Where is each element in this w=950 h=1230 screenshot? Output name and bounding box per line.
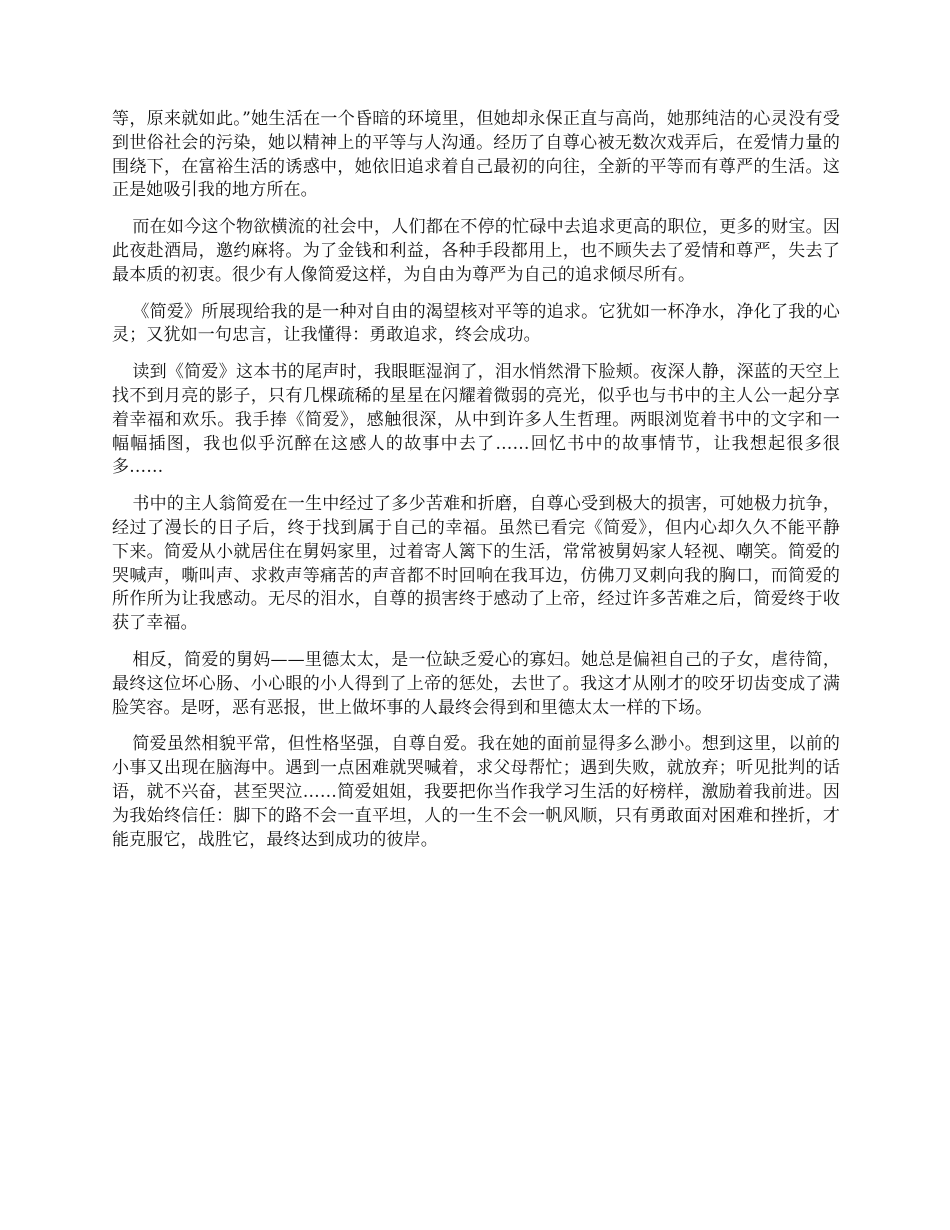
paragraph-3: 《简爱》所展现给我的是一种对自由的渴望核对平等的追求。它犹如一杯净水，净化了我的心灵；又犹如一句忠言，让我懂得：勇敢追求，终会成功。 (112, 301, 840, 346)
paragraph-4: 读到《简爱》这本书的尾声时，我眼眶湿润了，泪水悄然滑下脸颊。夜深人静，深蓝的天空上找不到月亮的影子，只有几棵疏稀的星星在闪耀着微弱的亮光，似乎也与书中的主人公一起分享着幸福和欢乐。我手捧《简爱》，感触很深，从中到许多人生哲理。两眼浏览着书中的文字和一幅幅插图，我也似乎沉醉在这感人的故事中去了……回忆书中的故事情节，让我想起很多很多…… (112, 362, 840, 478)
paragraph-1: 等，原来就如此。”她生活在一个昏暗的环境里，但她却永保正直与高尚，她那纯洁的心灵没有受到世俗社会的污染，她以精神上的平等与人沟通。经历了自尊心被无数次戏弄后，在爱情力量的围绕下，在富裕生活的诱惑中，她依旧追求着自己最初的向往，全新的平等而有尊严的生活。这正是她吸引我的地方所在。 (112, 109, 840, 201)
paragraph-7: 简爱虽然相貌平常，但性格坚强，自尊自爱。我在她的面前显得多么渺小。想到这里，以前的小事又出现在脑海中。遇到一点困难就哭喊着，求父母帮忙；遇到失败，就放弃；听见批判的话语，就不兴奋，甚至哭泣……简爱姐姐，我要把你当作我学习生活的好榜样，激励着我前进。因为我始终信任：脚下的路不会一直平坦，人的一生不会一帆风顺，只有勇敢面对困难和挫折，才能克服它，战胜它，最终达到成功的彼岸。 (112, 734, 840, 850)
paragraph-2: 而在如今这个物欲横流的社会中，人们都在不停的忙碌中去追求更高的职位，更多的财宝。因此夜赴酒局，邀约麻将。为了金钱和利益，各种手段都用上，也不顾失去了爱情和尊严，失去了最本质的初衷。很少有人像简爱这样，为自由为尊严为自己的追求倾尽所有。 (112, 217, 840, 285)
paragraph-5: 书中的主人翁简爱在一生中经过了多少苦难和折磨，自尊心受到极大的损害，可她极力抗争，经过了漫长的日子后，终于找到属于自己的幸福。虽然已看完《简爱》，但内心却久久不能平静下来。简爱从小就居住在舅妈家里，过着寄人篱下的生活，常常被舅妈家人轻视、嘲笑。简爱的哭喊声，嘶叫声、求救声等痛苦的声音都不时回响在我耳边，仿佛刀叉刺向我的胸口，而简爱的所作所为让我感动。无尽的泪水，自尊的损害终于感动了上帝，经过许多苦难之后，简爱终于收获了幸福。 (112, 494, 840, 634)
paragraph-6: 相反，简爱的舅妈——里德太太，是一位缺乏爱心的寡妇。她总是偏袒自己的子女，虐待简，最终这位坏心肠、小心眼的小人得到了上帝的惩处，去世了。我这才从刚才的咬牙切齿变成了满脸笑容。是呀，恶有恶报，世上做坏事的人最终会得到和里德太太一样的下场。 (112, 649, 840, 718)
document-body (112, 108, 840, 865)
